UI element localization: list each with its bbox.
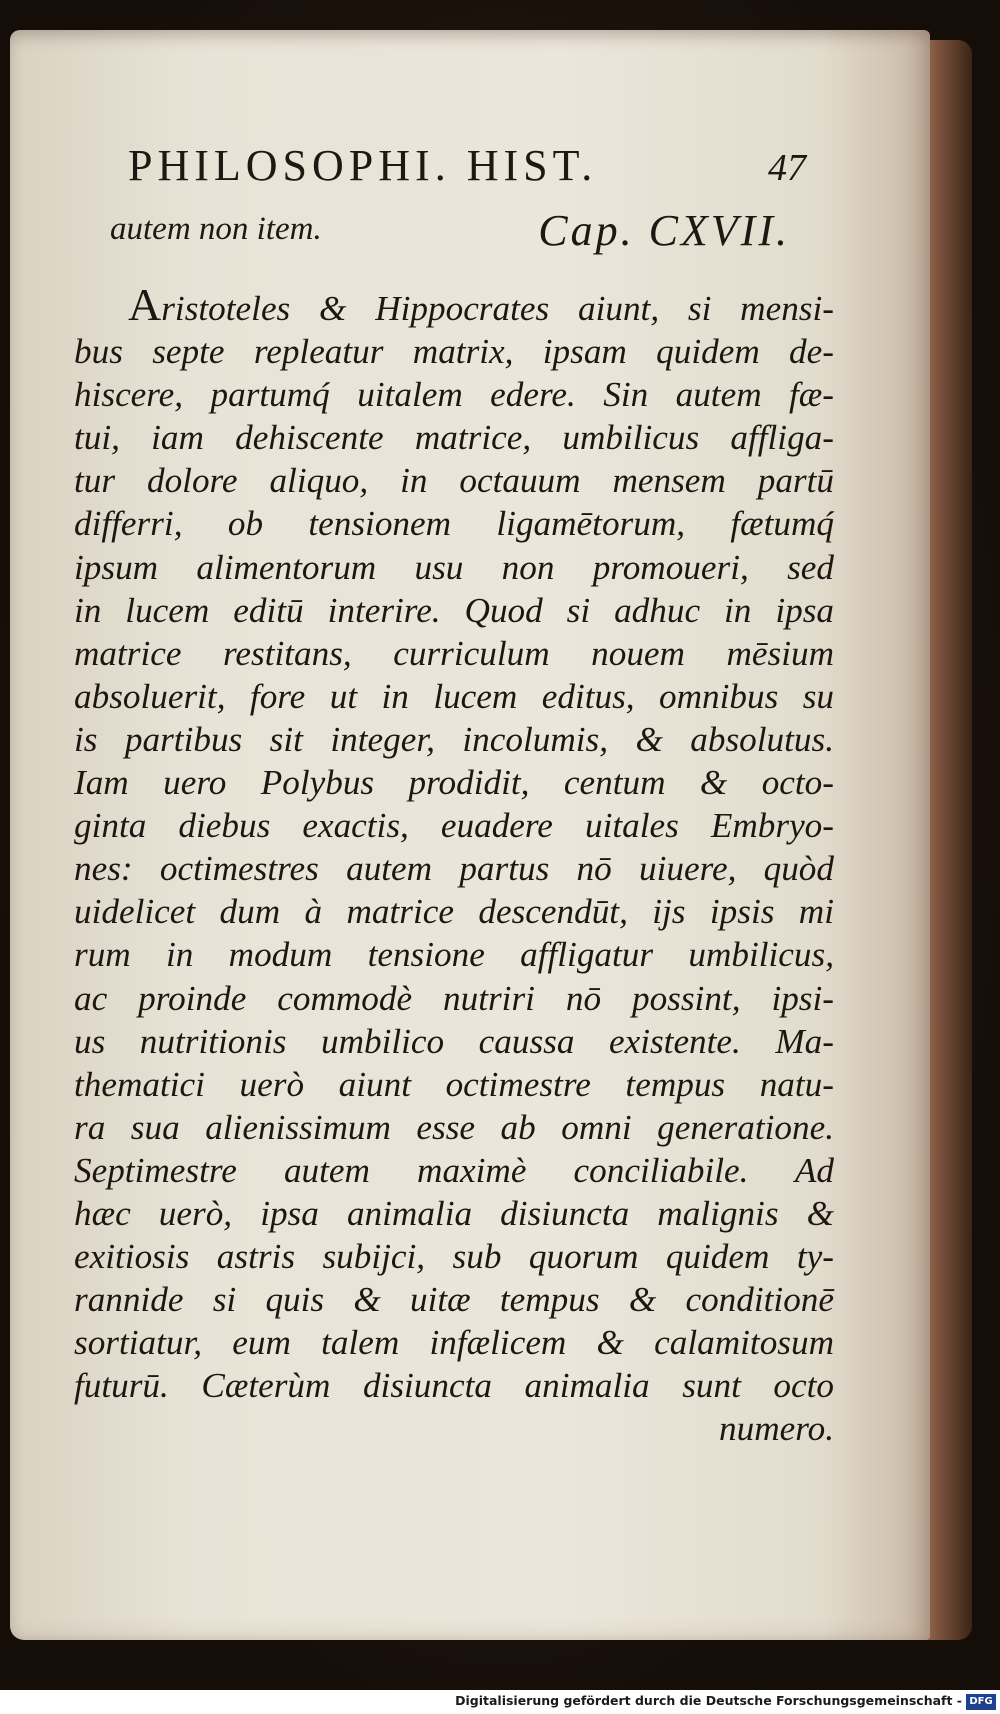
dfg-logo: DFG xyxy=(966,1694,996,1710)
chapter-number: Cap. CXVII. xyxy=(538,206,790,255)
text-line: tui, iam dehiscente matrice, umbilicus affliga- xyxy=(74,418,834,458)
text-line: absoluerit, fore ut in lucem editus, omnibus su xyxy=(74,676,834,716)
text-line: rum in modum tensione affligatur umbilicus, xyxy=(74,935,834,975)
running-head xyxy=(128,140,818,200)
text-line: ipsum alimentorum usu non promoueri, sed xyxy=(74,547,834,587)
text-line: nes: octimestres autem partus nō uiuere, quòd xyxy=(74,849,834,889)
text-line: ra sua alienissimum esse ab omni generatione. xyxy=(74,1107,834,1147)
chapter-subtitle: autem non item. xyxy=(110,211,322,247)
catchword: numero. xyxy=(719,1409,834,1449)
text-line: rannide si quis & uitæ tempus & conditionē xyxy=(74,1280,834,1320)
text-line: hiscere, partumq́ uitalem edere. Sin autem fæ- xyxy=(74,375,834,415)
digitization-footer xyxy=(0,1690,1000,1714)
text-line: Septimestre autem maximè conciliabile. Ad xyxy=(74,1150,834,1190)
text-line: matrice restitans, curriculum nouem mēsium xyxy=(74,633,834,673)
chapter-heading xyxy=(90,205,790,265)
text-line: sortiatur, eum talem infælicem & calamitosum xyxy=(74,1323,834,1363)
text-line: ac proinde commodè nutriri nō possint, ipsi- xyxy=(74,978,834,1018)
text-line: Aristoteles & Hippocrates aiunt, si mensi- xyxy=(128,279,834,330)
text-line: is partibus sit integer, incolumis, & absolutus. xyxy=(74,719,834,759)
page-number: 47 xyxy=(768,147,806,189)
text-line: futurū. Cæterùm disiuncta animalia sunt octo xyxy=(74,1366,834,1406)
text-line: uidelicet dum à matrice descendūt, ijs ipsis mi xyxy=(74,892,834,932)
running-head-title: PHILOSOPHI. HIST. xyxy=(128,141,598,190)
footer-credit: Digitalisierung gefördert durch die Deutsche Forschungsgemeinschaft - xyxy=(455,1693,962,1708)
text-line: in lucem editū interire. Quod si adhuc in ipsa xyxy=(74,590,834,630)
body-text xyxy=(74,279,834,1451)
text-line: us nutritionis umbilico caussa existente. Ma- xyxy=(74,1021,834,1061)
text-line: bus septe repleatur matrix, ipsam quidem de- xyxy=(74,332,834,372)
text-line: tur dolore aliquo, in octauum mensem partū xyxy=(74,461,834,501)
drop-cap: A xyxy=(128,279,162,330)
text-line: differri, ob tensionem ligamētorum, fætumq́ xyxy=(74,504,834,544)
text-line: Iam uero Polybus prodidit, centum & octo- xyxy=(74,763,834,803)
text-line: ginta diebus exactis, euadere uitales Embryo- xyxy=(74,806,834,846)
text-line: exitiosis astris subijci, sub quorum quidem ty- xyxy=(74,1237,834,1277)
text-line: thematici uerò aiunt octimestre tempus natu- xyxy=(74,1064,834,1104)
text-line: hæc uerò, ipsa animalia disiuncta malignis & xyxy=(74,1193,834,1233)
